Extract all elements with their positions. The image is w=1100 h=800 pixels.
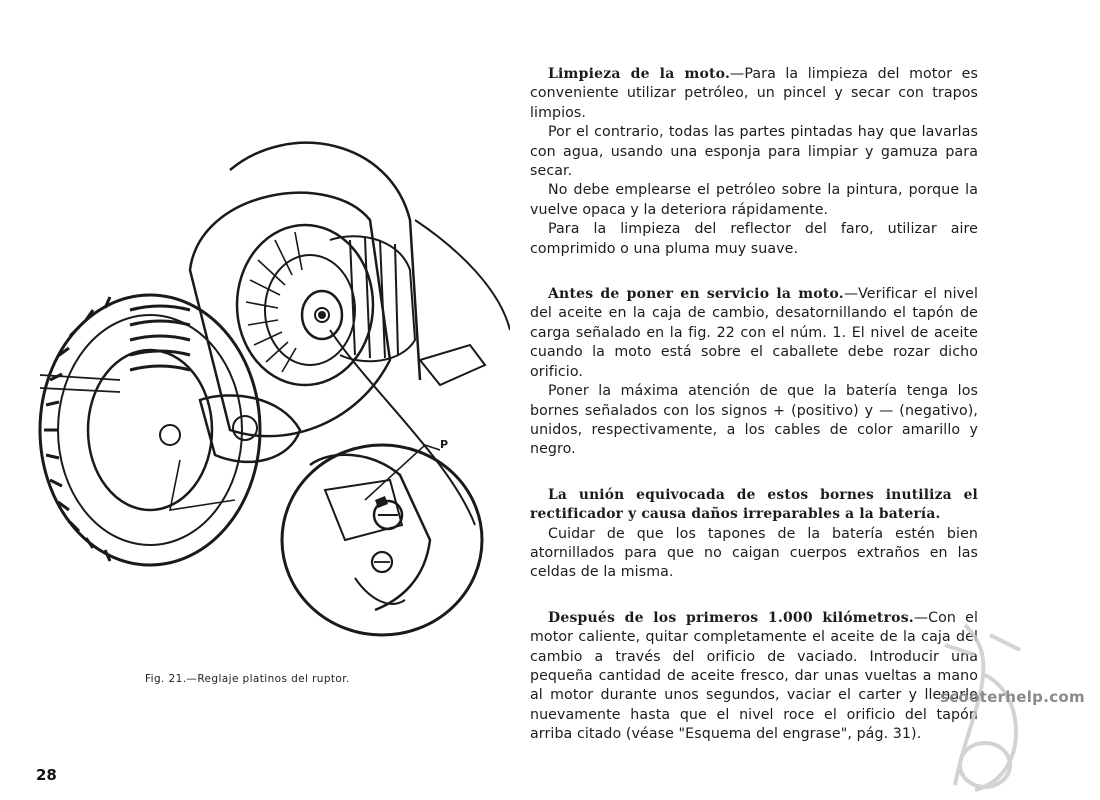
- paragraph-text: —Verificar el nivel del aceite en la caja de cambio, desatornillando el tapón de carga señalado en la fig. 22 con el núm. 1. El nivel de aceite cuando la moto está sobre el caballete debe rozar dicho orificio.: [530, 286, 978, 380]
- paragraph: [530, 609, 978, 745]
- figure-caption: Fig. 21.—Reglaje platinos del ruptor.: [145, 673, 350, 685]
- paragraph: Cuidar de que los tapones de la batería estén bien atornillados para que no caigan cuerpos extraños en las celdas de la misma.: [530, 525, 978, 581]
- section-antes-de-poner: [530, 285, 978, 460]
- paragraph: Por el contrario, todas las partes pintadas hay que lavarlas con agua, usando una esponja para limpiar y gamuza para secar.: [530, 124, 978, 180]
- paragraph-text: —Para la limpieza del motor es conveniente utilizar petróleo, un pincel y secar con trapos limpios.: [530, 66, 979, 121]
- engine-illustration: [30, 130, 510, 650]
- figure-label-p: P: [440, 438, 449, 451]
- paragraph: Poner la máxima atención de que la batería tenga los bornes señalados con los signos + (positivo) y — (negativo), unidos, respectivamente, a los cables de color amarillo y negro.: [530, 383, 978, 458]
- paragraph: No debe emplearse el petróleo sobre la pintura, porque la vuelve opaca y la deteriora rápidamente.: [530, 182, 978, 218]
- paragraph: Para la limpieza del reflector del faro, utilizar aire comprimido o una pluma muy suave.: [530, 221, 978, 257]
- warning-paragraph: La unión equivocada de estos bornes inutiliza el rectificador y causa daños irreparables a la batería.: [530, 486, 978, 523]
- section-heading: Limpieza de la moto.: [548, 66, 731, 82]
- section-heading: Después de los primeros 1.000 kilómetros.: [548, 609, 914, 626]
- engine-casing: [190, 193, 390, 436]
- section-primeros-kilometros: [530, 609, 978, 745]
- page-number: 28: [36, 766, 57, 784]
- text-column: [530, 65, 978, 745]
- paragraph: [530, 65, 978, 123]
- section-heading: Antes de poner en servicio la moto.: [548, 286, 844, 303]
- section-union-equivocada: [530, 486, 978, 583]
- paragraph-text: —Con el motor caliente, quitar completamente el aceite de la caja del cambio a través del orificio de vaciado. Introducir una pequeña cantidad de aceite fresco, dar unas vueltas a mano al motor durante unos segundos, vaciar el carter y llenarlo nuevamente hasta que el nivel roce el orificio del tapón arriba citado (véase "Esquema del engrase", pág. 31).: [530, 609, 978, 743]
- watermark-text: scooterhelp.com: [940, 688, 1085, 706]
- paragraph: [530, 285, 978, 382]
- kick-pedal: [420, 345, 485, 385]
- section-limpieza: [530, 65, 978, 259]
